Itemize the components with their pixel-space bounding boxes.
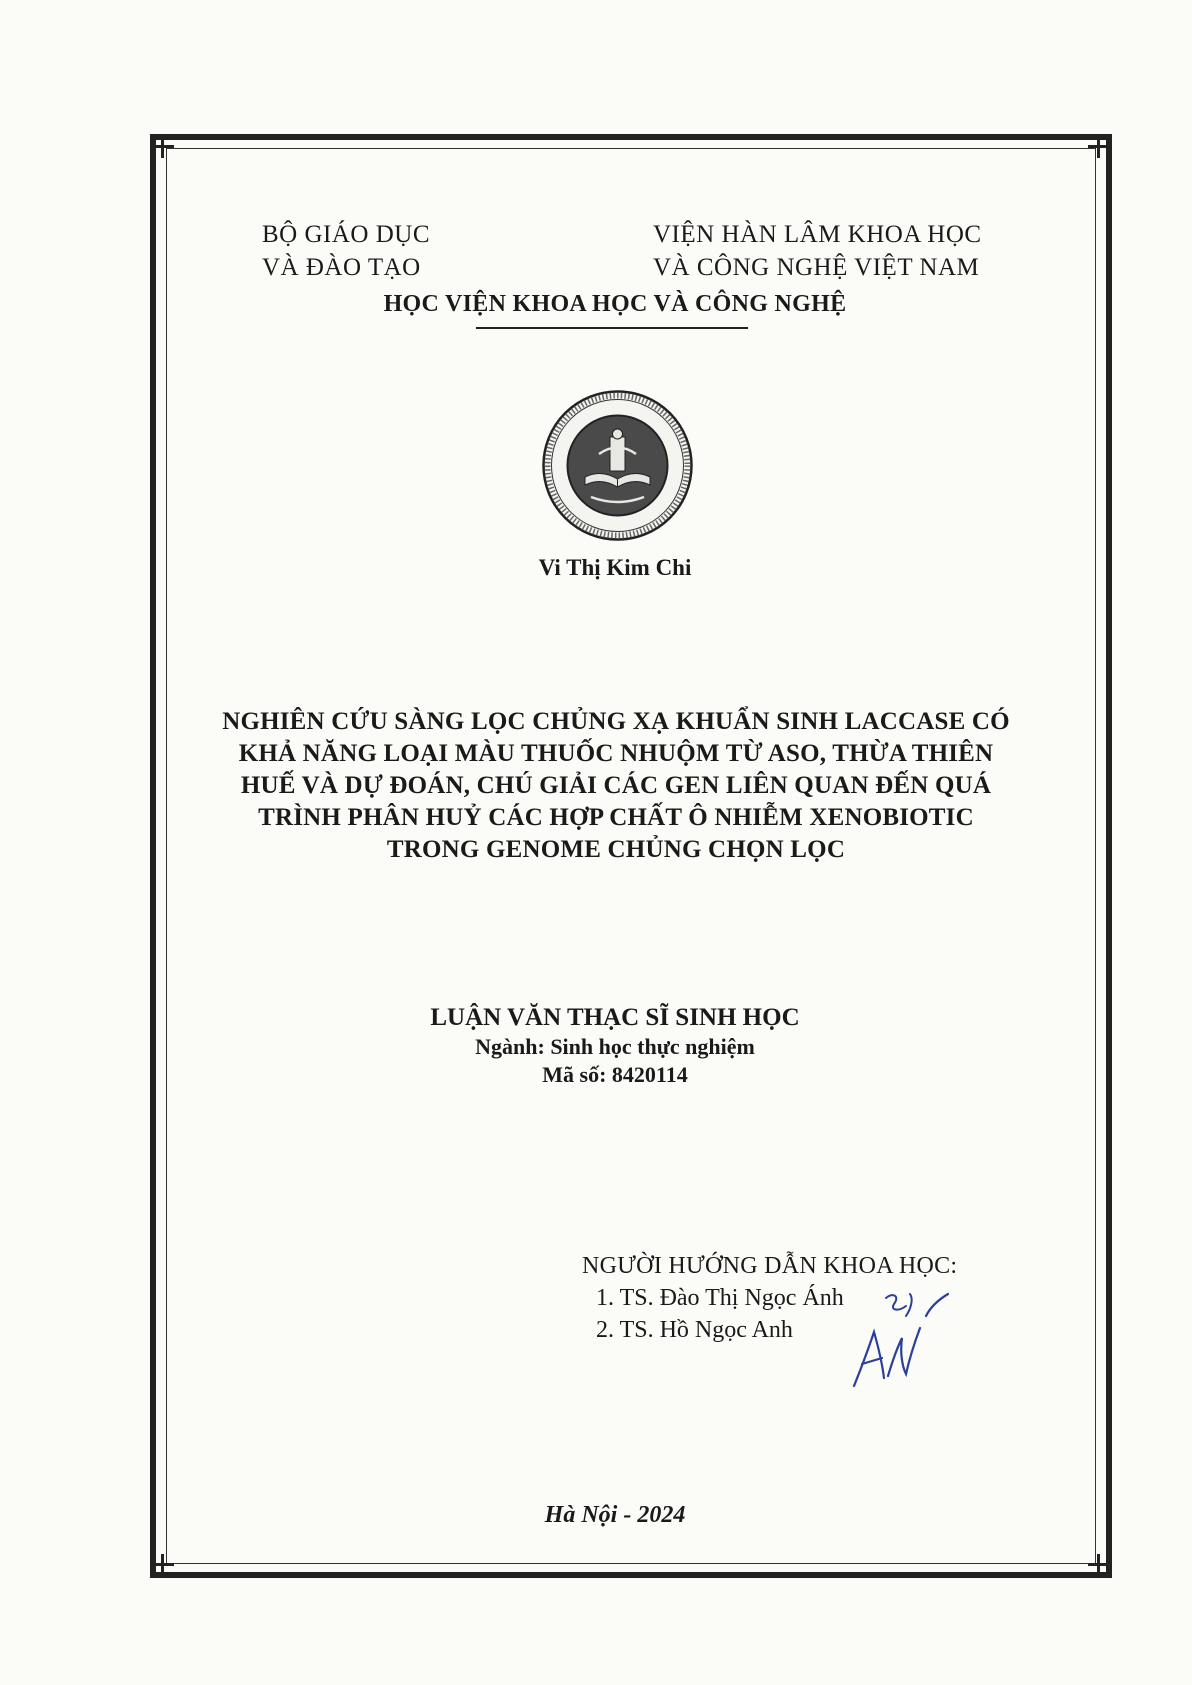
title-line: HUẾ VÀ DỰ ĐOÁN, CHÚ GIẢI CÁC GEN LIÊN QUAN ĐẾN QUÁ (240, 772, 992, 799)
handwritten-signature (848, 1286, 953, 1396)
thesis-major: Ngành: Sinh học thực nghiệm (475, 1034, 755, 1059)
author-name: Vi Thị Kim Chi (538, 555, 692, 580)
academy-line: VÀ CÔNG NGHỆ VIỆT NAM (653, 254, 980, 281)
advisor-item: 1. TS. Đào Thị Ngọc Ánh (596, 1285, 844, 1311)
thesis-type: LUẬN VĂN THẠC SĨ SINH HỌC (430, 1004, 800, 1031)
corner-ornament (152, 1554, 174, 1576)
thesis-info (200, 1003, 1030, 1089)
corner-ornament (1088, 1554, 1110, 1576)
corner-ornament (152, 136, 174, 158)
advisor-item: 2. TS. Hồ Ngọc Anh (596, 1317, 793, 1343)
institution-name: HỌC VIỆN KHOA HỌC VÀ CÔNG NGHỆ (383, 291, 847, 317)
header-underline (476, 327, 748, 329)
advisors-heading: NGƯỜI HƯỚNG DẪN KHOA HỌC: (582, 1253, 958, 1279)
title-line: TRÌNH PHÂN HUỶ CÁC HỢP CHẤT Ô NHIỄM XENOBIOTIC (258, 804, 974, 831)
title-line: NGHIÊN CỨU SÀNG LỌC CHỦNG XẠ KHUẨN SINH LACCASE CÓ (222, 708, 1010, 735)
institution-seal-icon (541, 389, 694, 542)
ministry-line: VÀ ĐÀO TẠO (262, 254, 421, 281)
thesis-code: Mã số: 8420114 (542, 1062, 688, 1087)
place-and-date: Hà Nội - 2024 (544, 1502, 686, 1528)
thesis-title (186, 706, 1046, 866)
academy-line: VIỆN HÀN LÂM KHOA HỌC (653, 221, 982, 248)
corner-ornament (1088, 136, 1110, 158)
academy-name (653, 218, 982, 284)
ministry-name (262, 218, 430, 284)
title-line: KHẢ NĂNG LOẠI MÀU THUỐC NHUỘM TỪ ASO, THỪA THIÊN (238, 740, 994, 767)
title-line: TRONG GENOME CHỦNG CHỌN LỌC (386, 836, 846, 863)
ministry-line: BỘ GIÁO DỤC (262, 221, 430, 248)
